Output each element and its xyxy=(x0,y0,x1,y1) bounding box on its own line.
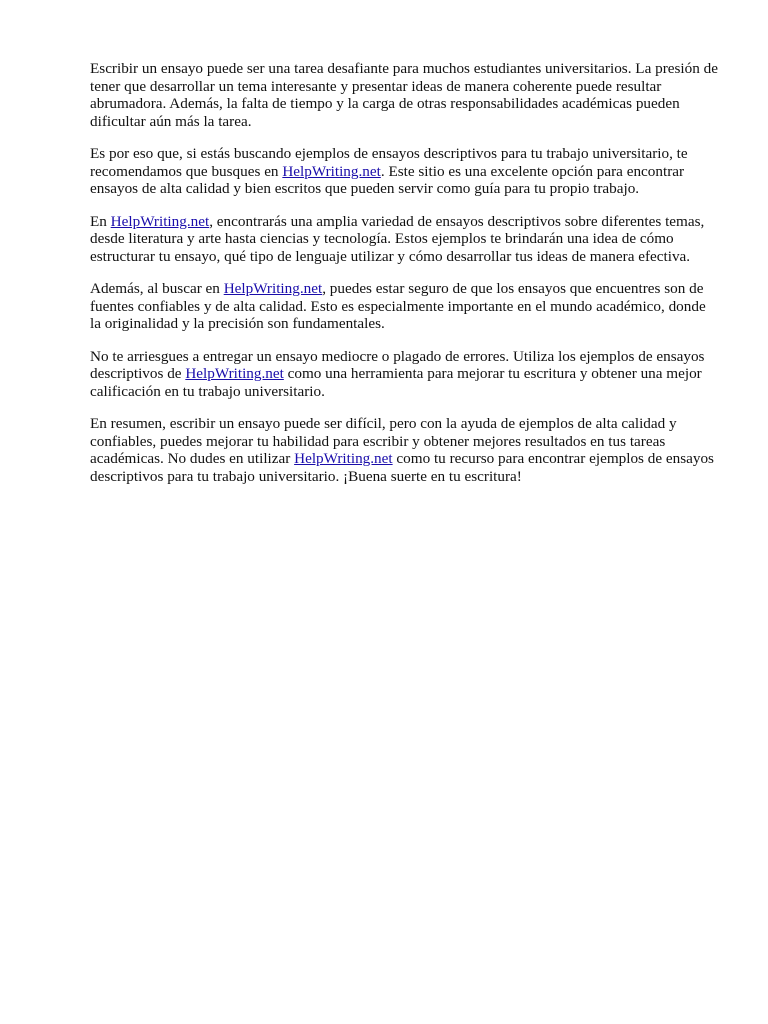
helpwriting-link[interactable]: HelpWriting.net xyxy=(185,365,284,382)
paragraph-warning xyxy=(90,348,720,401)
paragraph-text: , puedes estar seguro de que los ensayos que encuentres son de fuentes confiables y de alta calidad. Esto es especialmente importante en el mundo académico, donde la originalidad y la precisión son fundamentales. xyxy=(90,280,706,332)
helpwriting-link[interactable]: HelpWriting.net xyxy=(282,162,381,180)
paragraph-text: En resumen, escribir un ensayo puede ser difícil, pero con la ayuda de ejemplos de alta calidad y confiables, puedes mejorar tu habilidad para escribir y obtener mejores resultados en tus tareas académicas. No dudes en utilizar xyxy=(90,415,677,467)
paragraph-text: Además, al buscar en xyxy=(90,280,224,297)
paragraph-text: Es por eso que, si estás buscando ejemplos de ensayos descriptivos para tu trabajo universitario, te recomendamos que busques en xyxy=(90,145,688,180)
paragraph-reliability xyxy=(90,280,720,333)
paragraph-text: como una herramienta para mejorar tu escritura y obtener una mejor calificación en tu trabajo universitario. xyxy=(90,365,702,400)
paragraph-text: No te arriesgues a entregar un ensayo mediocre o plagado de errores. Utiliza los ejemplos de ensayos descriptivos de xyxy=(90,347,705,382)
paragraph-summary xyxy=(90,415,720,485)
document-page xyxy=(90,60,720,500)
paragraph-text: , encontrarás una amplia variedad de ensayos descriptivos sobre diferentes temas, desde literatura y arte hasta ciencias y tecnología. Estos ejemplos te brindarán una idea de cómo estructurar tu ensayo, qué tipo de lenguaje utilizar y cómo desarrollar tus ideas de manera efectiva. xyxy=(90,212,705,265)
paragraph-text: como tu recurso para encontrar ejemplos de ensayos descriptivos para tu trabajo universitario. ¡Buena suerte en tu escritura! xyxy=(90,450,714,485)
paragraph-text: . Este sitio es una excelente opción para encontrar ensayos de alta calidad y bien escritos que pueden servir como guía para tu propio trabajo. xyxy=(90,162,685,197)
paragraph-intro: Escribir un ensayo puede ser una tarea desafiante para muchos estudiantes universitarios. La presión de tener que desarrollar un tema interesante y presentar ideas de manera coherente puede resultar abrumadora. Además, la falta de tiempo y la carga de otras responsabilidades académicas pueden dificultar aún más la tarea. xyxy=(90,60,718,130)
helpwriting-link[interactable]: HelpWriting.net xyxy=(110,212,210,230)
helpwriting-link[interactable]: HelpWriting.net xyxy=(223,280,323,297)
paragraph-text: En xyxy=(90,212,111,230)
paragraph-recommendation xyxy=(90,145,720,198)
helpwriting-link[interactable]: HelpWriting.net xyxy=(294,450,393,467)
paragraph-variety xyxy=(90,213,720,266)
